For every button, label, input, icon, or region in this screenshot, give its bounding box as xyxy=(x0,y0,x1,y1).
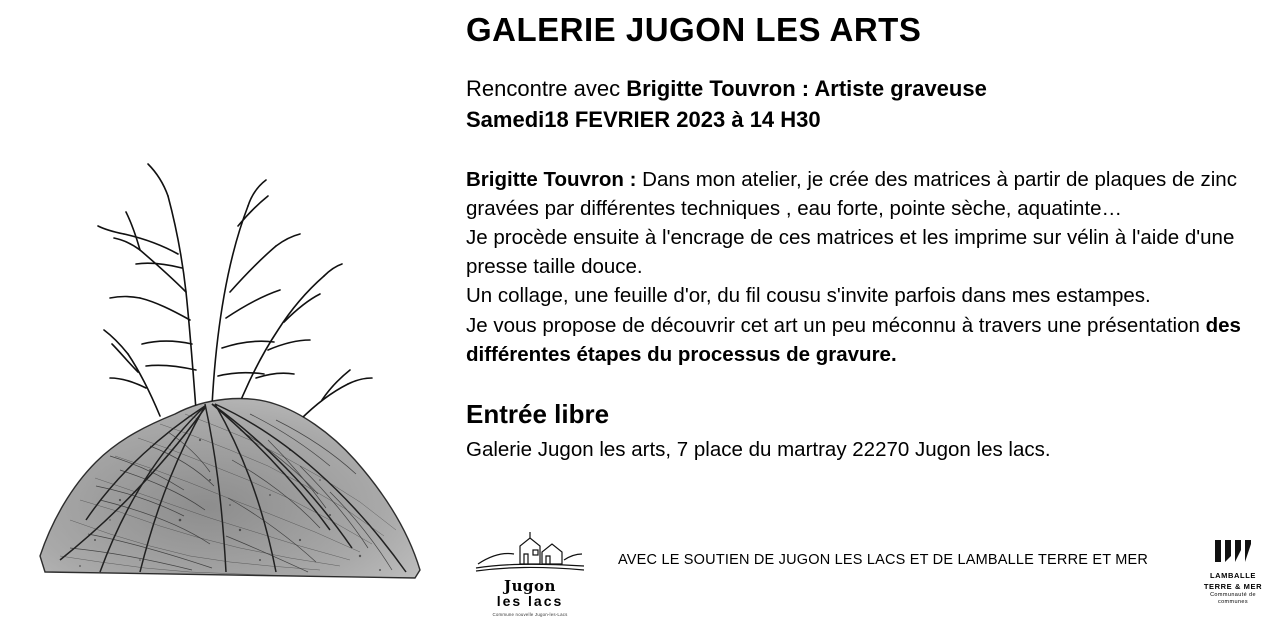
venue-address: Galerie Jugon les arts, 7 place du martray 22270 Jugon les lacs. xyxy=(466,437,1051,461)
statement-text-4a: Je vous propose de découvrir cet art un peu méconnu à travers une présentation xyxy=(466,313,1206,337)
leaf-artwork xyxy=(0,0,460,610)
jugon-logo-icon xyxy=(472,530,588,574)
lamballe-logo-sub: TERRE & MER xyxy=(1203,582,1263,592)
artist-statement xyxy=(466,165,1266,369)
statement-text-4b: des différentes étapes du processus de gravure. xyxy=(466,313,1241,366)
lamballe-logo-icon xyxy=(1213,536,1253,564)
statement-paragraph-2: Je procède ensuite à l'encrage de ces matrices et les imprime sur vélin à l'aide d'une presse taille douce. xyxy=(466,226,1235,279)
meeting-guest: Brigitte Touvron : Artiste graveuse xyxy=(626,76,987,102)
jugon-logo-tagline: Commune nouvelle Jugon-les-Lacs xyxy=(492,612,568,617)
artist-name: Brigitte Touvron : xyxy=(466,168,643,192)
statement-paragraph-3: Un collage, une feuille d'or, du fil cousu s'invite parfois dans mes estampes. xyxy=(466,284,1151,308)
leaf-skeleton-icon xyxy=(0,0,460,610)
poster-footer xyxy=(0,524,1280,617)
lamballe-logo-sub2: Communauté de communes xyxy=(1210,591,1256,605)
statement-paragraph-4 xyxy=(466,311,1266,369)
jugon-logo-word: Jugon xyxy=(504,577,556,595)
lamballe-terre-et-mer-logo xyxy=(1196,536,1270,606)
lamballe-logo-name: LAMBALLE xyxy=(1209,571,1257,580)
jugon-logo-sub: les lacs xyxy=(496,593,564,609)
meeting-lead: Rencontre avec xyxy=(466,76,627,102)
statement-paragraph-1 xyxy=(466,165,1266,223)
support-text: AVEC LE SOUTIEN DE JUGON LES LACS ET DE LAMBALLE TERRE ET MER xyxy=(618,552,1149,568)
statement-text-1: Dans mon atelier, je crée des matrices à partir de plaques de zinc gravées par différentes techniques , eau forte, pointe sèche, aquatinte… xyxy=(466,168,1237,221)
meeting-line xyxy=(466,74,1266,104)
free-entry-heading: Entrée libre xyxy=(466,398,610,429)
meeting-block xyxy=(466,74,1266,135)
poster-content xyxy=(466,0,1266,610)
page-title: GALERIE JUGON LES ARTS xyxy=(466,11,922,48)
meeting-date: Samedi18 FEVRIER 2023 à 14 H30 xyxy=(466,106,821,132)
jugon-les-lacs-logo xyxy=(470,530,590,617)
